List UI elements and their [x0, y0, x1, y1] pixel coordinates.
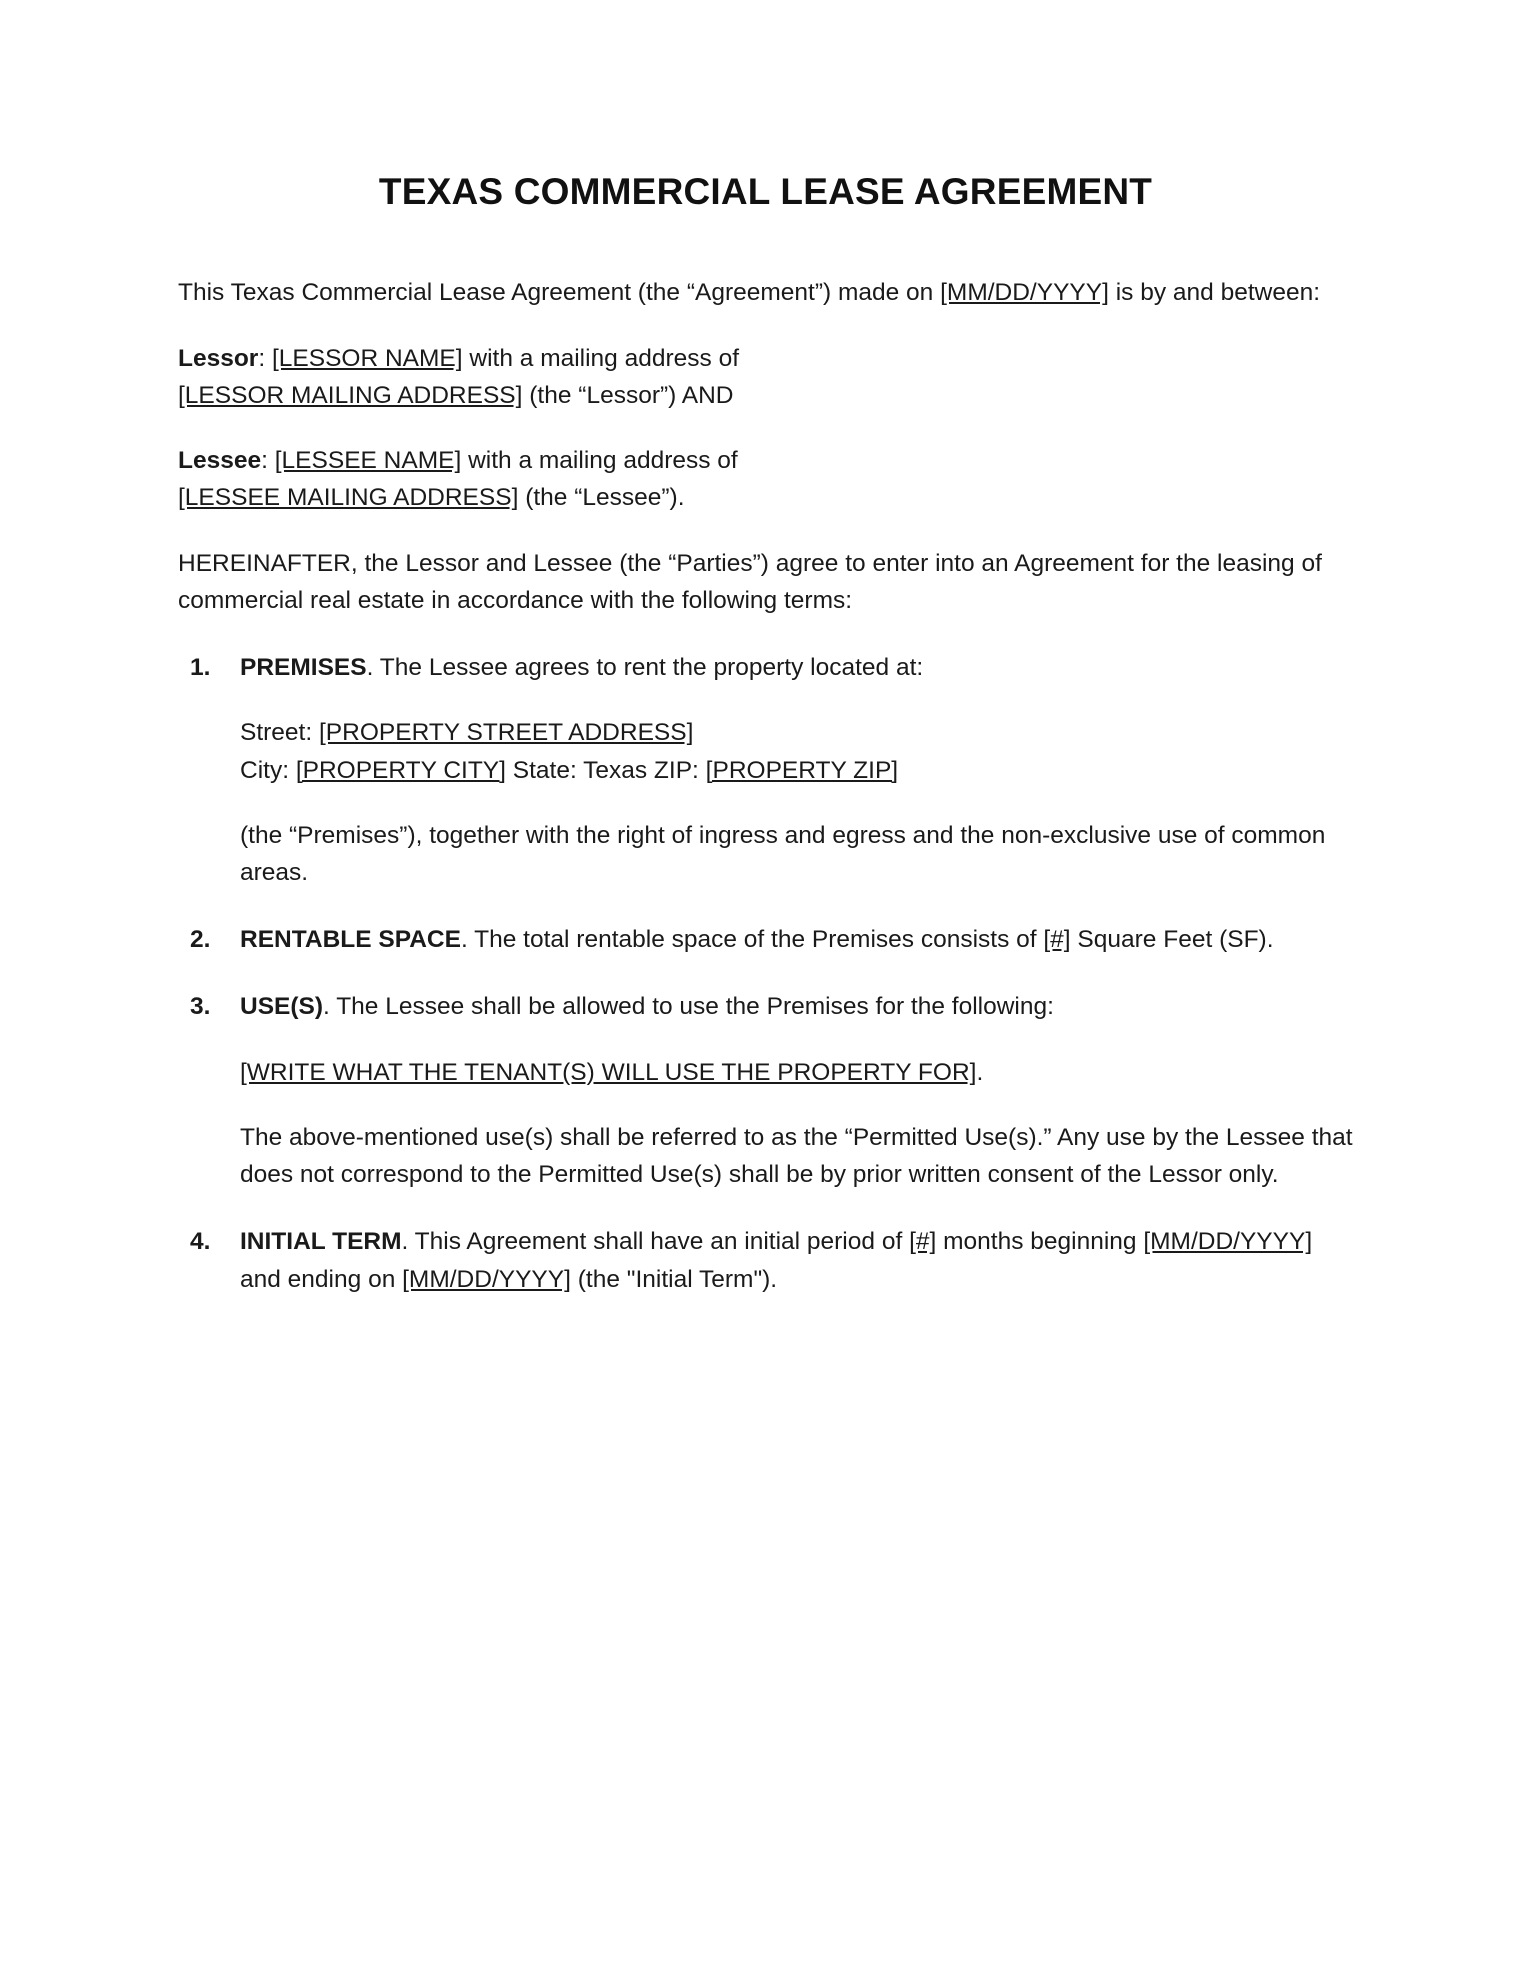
street-label: Street:	[240, 719, 319, 747]
street-address-placeholder: [PROPERTY STREET ADDRESS]	[318, 719, 694, 747]
section-initial-term	[178, 1223, 1353, 1297]
lessee-paragraph	[178, 442, 1353, 516]
term-months-placeholder: [#]	[909, 1228, 937, 1256]
permitted-use-write-in-line	[240, 1054, 1353, 1091]
section-rentable-space-line	[240, 921, 1353, 958]
section-initial-term-line	[240, 1223, 1353, 1297]
agreement-date-placeholder: [MM/DD/YYYY]	[940, 279, 1109, 307]
tenant-use-period: .	[976, 1058, 984, 1086]
section-premises-heading-line	[240, 649, 1353, 686]
hereinafter-paragraph: HEREINAFTER, the Lessor and Lessee (the “Parties”) agree to enter into an Agreement for the leasing of commercial real estate in accordance with the following terms:	[178, 549, 1322, 614]
lessee-mid-text: with a mailing address of	[461, 447, 738, 475]
lessee-label-separator: :	[261, 447, 275, 475]
premises-address-block	[240, 714, 1353, 788]
lessee-tail-text: (the “Lessee”).	[518, 484, 685, 512]
rentable-space-body-before: . The total rentable space of the Premises consists of	[460, 926, 1044, 954]
lessee-name-placeholder: [LESSEE NAME]	[274, 447, 462, 475]
lessee-address-placeholder: [LESSEE MAILING ADDRESS]	[178, 484, 519, 512]
intro-lead-text: This Texas Commercial Lease Agreement (the “Agreement”) made on	[178, 279, 941, 307]
lessor-label: Lessor	[178, 344, 259, 372]
section-initial-term-heading: INITIAL TERM	[240, 1228, 402, 1256]
section-uses	[178, 988, 1353, 1193]
lessor-paragraph	[178, 340, 1353, 414]
section-rentable-space	[178, 921, 1353, 958]
tenant-use-placeholder: [WRITE WHAT THE TENANT(S) WILL USE THE PROPERTY FOR]	[240, 1058, 977, 1086]
square-feet-placeholder: [#]	[1043, 926, 1071, 954]
terms-list	[178, 649, 1353, 1298]
page-title: TEXAS COMMERCIAL LEASE AGREEMENT	[378, 171, 1153, 212]
lessor-mid-text: with a mailing address of	[462, 344, 740, 372]
lessor-label-separator: :	[258, 344, 272, 372]
initial-term-body-after: (the "Initial Term").	[570, 1265, 778, 1293]
term-start-date-placeholder: [MM/DD/YYYY]	[1143, 1228, 1313, 1256]
lessor-tail-text: (the “Lessor”) AND	[522, 381, 734, 409]
section-premises-heading: PREMISES	[240, 654, 367, 682]
section-uses-heading-line	[240, 988, 1353, 1025]
initial-term-body-middle: months beginning	[936, 1228, 1144, 1256]
initial-term-body-middle-2: and ending on	[240, 1265, 403, 1293]
intro-tail-text: is by and between:	[1108, 279, 1321, 307]
initial-term-body-before: . This Agreement shall have an initial period of	[401, 1228, 910, 1256]
state-zip-label: State: Texas ZIP:	[505, 756, 706, 784]
section-uses-heading-tail: . The Lessee shall be allowed to use the Premises for the following:	[323, 993, 1054, 1021]
document-body	[178, 0, 1353, 1298]
premises-closing-paragraph: (the “Premises”), together with the right of ingress and egress and the non-exclusive use of common areas.	[240, 821, 1326, 886]
city-placeholder: [PROPERTY CITY]	[295, 756, 506, 784]
term-end-date-placeholder: [MM/DD/YYYY]	[402, 1265, 571, 1293]
section-rentable-space-heading: RENTABLE SPACE	[240, 926, 461, 954]
permitted-use-closing-paragraph: The above-mentioned use(s) shall be referred to as the “Permitted Use(s).” Any use by the Lessee that does not correspond to the Permitted Use(s) shall be by prior written consent of the Lessor only.	[240, 1123, 1353, 1189]
lessee-label: Lessee	[178, 447, 262, 475]
lessor-name-placeholder: [LESSOR NAME]	[271, 344, 463, 372]
rentable-space-body-after: Square Feet (SF).	[1070, 926, 1274, 954]
city-label: City:	[240, 756, 296, 784]
lessor-address-placeholder: [LESSOR MAILING ADDRESS]	[178, 381, 523, 409]
section-premises-heading-tail: . The Lessee agrees to rent the property located at:	[366, 654, 924, 682]
zip-placeholder: [PROPERTY ZIP]	[705, 756, 899, 784]
intro-paragraph	[178, 274, 1353, 311]
section-uses-heading: USE(S)	[240, 993, 324, 1021]
section-premises	[178, 649, 1353, 891]
